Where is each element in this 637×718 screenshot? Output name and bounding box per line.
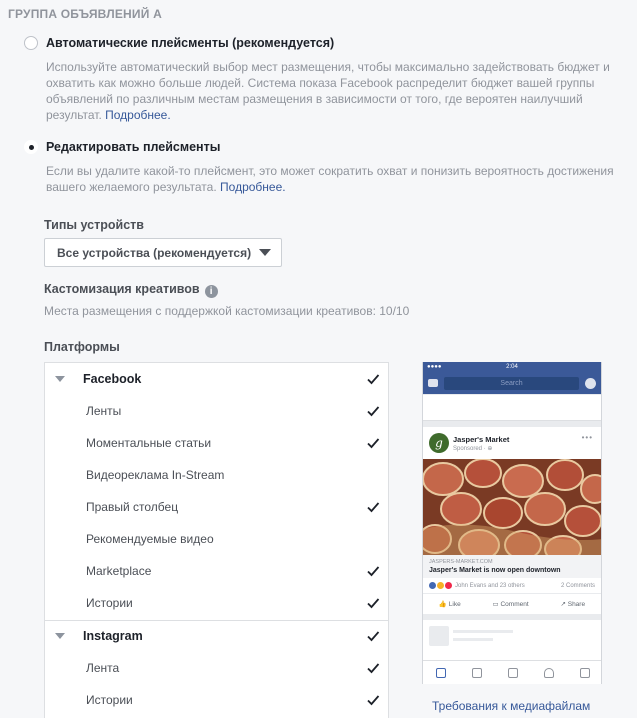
placement-row[interactable] (45, 652, 388, 684)
auto-placements-more-link[interactable]: Подробнее. (105, 108, 171, 122)
placement-row[interactable] (45, 587, 388, 619)
feed-card-placeholder (423, 620, 601, 660)
sponsored-label: Sponsored · ⊕ (453, 446, 493, 452)
like-label: Like (448, 601, 461, 608)
placement-row[interactable] (45, 491, 388, 523)
placement-label: Видеореклама In-Stream (86, 468, 225, 482)
post-actions (423, 594, 601, 614)
news-feed-icon (436, 668, 446, 678)
phone-mockup (422, 362, 602, 684)
platform-facebook[interactable] (45, 363, 388, 395)
post-image (423, 459, 601, 555)
customization-label-text: Кастомизация креативов (44, 282, 200, 296)
platform-instagram-label: Instagram (83, 629, 143, 643)
status-time: 2:04 (506, 364, 518, 370)
collapse-triangle-icon[interactable] (55, 633, 65, 639)
messenger-icon (585, 378, 596, 389)
placement-label: Ленты (86, 404, 122, 418)
status-bar (423, 362, 601, 372)
checkbox-facebook[interactable] (366, 372, 380, 386)
placement-row[interactable] (45, 684, 388, 716)
placement-label: Рекомендуемые видео (86, 532, 214, 546)
edit-placements-description (46, 163, 620, 195)
chevron-down-icon (259, 249, 271, 256)
checkbox-placement[interactable] (366, 500, 380, 514)
edit-placements-option[interactable] (24, 140, 220, 154)
like-action: 👍 Like (438, 601, 461, 608)
facebook-top-bar (423, 372, 601, 394)
preview-search: Search (444, 377, 579, 390)
love-reaction-icon (445, 582, 452, 589)
ad-preview (410, 362, 614, 684)
more-icon: ••• (581, 433, 593, 442)
placement-label: Истории (86, 596, 133, 610)
auto-placements-option[interactable] (24, 36, 334, 50)
checkbox-placement[interactable] (366, 564, 380, 578)
auto-placements-label: Автоматические плейсменты (рекомендуется) (46, 36, 335, 50)
checkbox-placement[interactable] (366, 404, 380, 418)
share-label: Share (567, 601, 586, 608)
marketplace-icon (508, 668, 518, 678)
placement-label: Лента (86, 661, 120, 675)
collapse-triangle-icon[interactable] (55, 376, 65, 382)
placeholder-line (453, 630, 513, 633)
placement-row[interactable] (45, 459, 388, 491)
comments-count: 2 Comments (560, 582, 595, 589)
notifications-icon (544, 668, 554, 678)
checkbox-placement[interactable] (366, 596, 380, 610)
customization-subtext: Места размещения с поддержкой кастомизации креативов: 10/10 (44, 304, 410, 318)
edit-placements-label: Редактировать плейсменты (46, 140, 221, 154)
customization-label (44, 282, 218, 298)
placement-label: Моментальные статьи (86, 436, 212, 450)
placement-row[interactable] (45, 395, 388, 427)
checkbox-placement[interactable] (366, 436, 380, 450)
advertiser-name: Jasper's Market (453, 435, 510, 444)
auto-placements-radio[interactable] (24, 36, 38, 50)
edit-placements-text: Если вы удалите какой-то плейсмент, это может сократить охват и понизить вероятность достижения вашего желаемого результата. (46, 164, 614, 194)
post-link-box (423, 555, 601, 578)
device-types-value: Все устройства (рекомендуется) (57, 245, 252, 260)
checkbox-placement[interactable] (366, 693, 380, 707)
platforms-label: Платформы (44, 340, 120, 354)
device-types-label: Типы устройств (44, 218, 144, 232)
checkbox-instagram[interactable] (366, 629, 380, 643)
placement-label: Правый столбец (86, 500, 179, 514)
placement-row[interactable] (45, 523, 388, 555)
advertiser-avatar: g (429, 433, 449, 453)
comment-action: ▭ Comment (492, 601, 529, 608)
device-types-dropdown[interactable] (44, 238, 282, 267)
edit-placements-radio[interactable] (24, 140, 38, 154)
placement-row[interactable] (45, 427, 388, 459)
preview-tab-bar (423, 660, 602, 684)
reactions-text: John Evans and 23 others (455, 582, 525, 589)
edit-placements-more-link[interactable]: Подробнее. (220, 180, 286, 194)
feed-card-placeholder (423, 395, 601, 421)
post-header (423, 427, 601, 459)
video-icon (472, 668, 482, 678)
platform-instagram[interactable] (45, 620, 388, 652)
post-reactions (423, 578, 601, 594)
placeholder-line (453, 638, 493, 641)
info-icon[interactable]: i (205, 285, 218, 298)
placement-label: Marketplace (86, 564, 152, 578)
auto-placements-text: Используйте автоматический выбор мест размещения, чтобы максимально задействовать бюджет и охватить как можно больше людей. Система показа Facebook распределит бюджет вашей группы объявлений по различным местам размещения в зависимости от того, где вероятен наилучший результат. (46, 60, 610, 122)
sponsored-post (423, 427, 601, 614)
auto-placements-description (46, 59, 620, 123)
share-action: ↗ Share (560, 601, 586, 608)
haha-reaction-icon (437, 582, 444, 589)
post-headline: Jasper's Market is now open downtown (429, 567, 561, 574)
section-title: ГРУППА ОБЪЯВЛЕНИЙ А (8, 7, 162, 21)
camera-icon (428, 379, 438, 387)
platform-list (44, 362, 389, 718)
placeholder-avatar (429, 626, 449, 646)
checkbox-placement[interactable] (366, 661, 380, 675)
menu-icon (580, 668, 590, 678)
media-requirements-link[interactable]: Требования к медиафайлам (432, 699, 591, 713)
comment-label: Comment (500, 601, 529, 608)
platform-facebook-label: Facebook (83, 372, 142, 386)
post-domain: JASPERS-MARKET.COM (429, 559, 493, 565)
placement-row[interactable] (45, 555, 388, 587)
signal-icon: ●●●● (427, 364, 442, 370)
placement-label: Истории (86, 693, 133, 707)
like-reaction-icon (429, 582, 436, 589)
